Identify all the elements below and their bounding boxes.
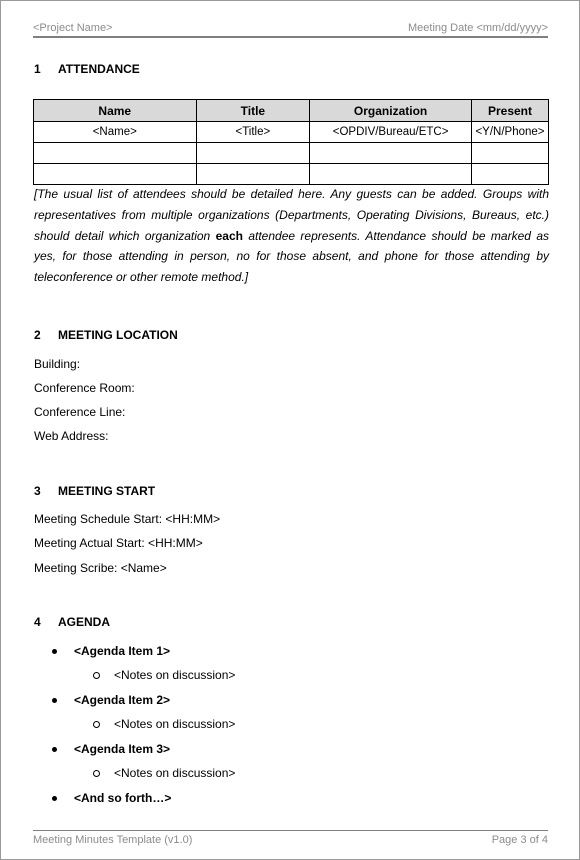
agenda-item-label: <Agenda Item 1> bbox=[74, 644, 171, 658]
agenda-item-label: <Agenda Item 3> bbox=[74, 742, 171, 756]
scribe-field: Meeting Scribe: <Name> bbox=[34, 561, 167, 575]
section-number: 4 bbox=[34, 615, 41, 629]
table-cell: <Title> bbox=[196, 122, 310, 143]
header-project-name: <Project Name> bbox=[33, 22, 113, 34]
table-row bbox=[34, 122, 549, 143]
circle-bullet-icon bbox=[93, 721, 100, 728]
table-cell: <OPDIV/Bureau/ETC> bbox=[310, 122, 472, 143]
section-title: MEETING LOCATION bbox=[58, 328, 178, 342]
section-title: MEETING START bbox=[58, 484, 156, 498]
agenda-item bbox=[52, 742, 170, 756]
conference-line-field: Conference Line: bbox=[34, 405, 126, 419]
table-cell bbox=[34, 164, 197, 185]
section-number: 2 bbox=[34, 328, 41, 342]
column-header-organization: Organization bbox=[310, 100, 472, 122]
building-field: Building: bbox=[34, 357, 81, 371]
column-header-name: Name bbox=[34, 100, 197, 122]
table-cell bbox=[196, 164, 310, 185]
instructions-text: attendee represents. Attendance should be marked as yes, for those attending in person, no for those absent, and phone for those attending by teleconference or other remote method.] bbox=[34, 228, 549, 285]
agenda-note bbox=[93, 766, 235, 780]
agenda-item bbox=[52, 791, 171, 805]
page-footer bbox=[33, 830, 548, 846]
section-title: AGENDA bbox=[58, 615, 111, 629]
section-start-heading bbox=[34, 484, 155, 498]
footer-template-name: Meeting Minutes Template (v1.0) bbox=[33, 834, 193, 846]
footer-page-number: Page 3 of 4 bbox=[491, 834, 548, 846]
table-cell bbox=[310, 143, 472, 164]
agenda-note-text: <Notes on discussion> bbox=[114, 766, 236, 780]
table-header-row bbox=[34, 100, 549, 122]
instructions-emphasis: each bbox=[215, 228, 243, 243]
conference-room-field: Conference Room: bbox=[34, 381, 135, 395]
table-cell: <Name> bbox=[34, 122, 197, 143]
agenda-item-label: <Agenda Item 2> bbox=[74, 693, 171, 707]
agenda-item-label: <And so forth…> bbox=[74, 791, 172, 805]
section-agenda-heading bbox=[34, 615, 110, 629]
bullet-icon bbox=[52, 649, 57, 654]
section-number: 3 bbox=[34, 484, 41, 498]
bullet-icon bbox=[52, 796, 57, 801]
agenda-item bbox=[52, 693, 170, 707]
column-header-title: Title bbox=[196, 100, 310, 122]
agenda-note bbox=[93, 668, 235, 682]
bullet-icon bbox=[52, 698, 57, 703]
table-row bbox=[34, 164, 549, 185]
section-attendance-heading bbox=[34, 62, 140, 76]
section-location-heading bbox=[34, 328, 178, 342]
instructions-text: [The usual list of attendees should be detailed here. Any guests can be added. Groups with representatives from multiple organizations (Departments, Operating Divisions, Bureaus, etc.) should detail which organization bbox=[34, 187, 549, 243]
table-cell: <Y/N/Phone> bbox=[472, 122, 549, 143]
attendance-instructions bbox=[34, 184, 549, 288]
attendance-table bbox=[33, 99, 549, 185]
table-cell bbox=[472, 143, 549, 164]
table-row bbox=[34, 143, 549, 164]
agenda-note-text: <Notes on discussion> bbox=[114, 668, 236, 682]
table-cell bbox=[196, 143, 310, 164]
page-header bbox=[33, 22, 548, 38]
table-cell bbox=[310, 164, 472, 185]
bullet-icon bbox=[52, 747, 57, 752]
table-cell bbox=[34, 143, 197, 164]
schedule-start-field: Meeting Schedule Start: <HH:MM> bbox=[34, 512, 221, 526]
column-header-present: Present bbox=[472, 100, 549, 122]
section-title: ATTENDANCE bbox=[58, 62, 140, 76]
table-cell bbox=[472, 164, 549, 185]
circle-bullet-icon bbox=[93, 672, 100, 679]
section-number: 1 bbox=[34, 62, 41, 76]
circle-bullet-icon bbox=[93, 770, 100, 777]
agenda-note bbox=[93, 717, 235, 731]
agenda-item bbox=[52, 644, 170, 658]
web-address-field: Web Address: bbox=[34, 429, 109, 443]
agenda-note-text: <Notes on discussion> bbox=[114, 717, 236, 731]
header-meeting-date: Meeting Date <mm/dd/yyyy> bbox=[407, 22, 548, 34]
actual-start-field: Meeting Actual Start: <HH:MM> bbox=[34, 536, 203, 550]
